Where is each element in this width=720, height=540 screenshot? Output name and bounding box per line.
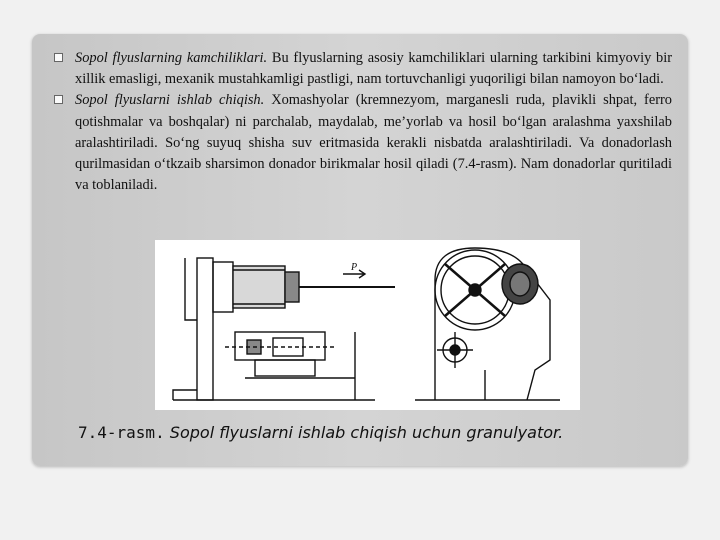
bullet-1-text: Bu flyuslarning asosiy kamchiliklari ularning tarkibini kimyoviy bir xillik emasligi, mexanik mustahkamligi pastligi, nam tortuvchanligi yuqoriligi bilan namoyon bo‘ladi. xyxy=(75,50,672,88)
press-chamber xyxy=(233,266,285,308)
bullet-item-2 xyxy=(46,90,672,196)
press-die xyxy=(213,262,233,312)
bullet-2-heading: Sopol flyuslarni ishlab chiqish. xyxy=(75,92,265,109)
bullet-1-heading: Sopol flyuslarning kamchiliklari. xyxy=(75,50,268,66)
figure-caption xyxy=(78,423,563,442)
drum-hub xyxy=(469,284,481,296)
bullet-2-text: Xomashyolar (kremnezyom, marganesli ruda, plavikli shpat, ferro qotishmalar va boshqalar) ni parchalab, maydalab, me’yorlab va hosil bo‘lgan aralashma yaxshilab aralashtiriladi. So‘ng suyuq shisha suv eritmasida kerakli nisbatda aralashtiriladi. Va donadorlash qurilmasidan o‘tkzaib sharsimon donador birikmalar hosil qiladi (7.4-rasm). Nam donadorlar quritiladi va toblaniladi. xyxy=(75,92,673,194)
press-column xyxy=(197,258,213,400)
bullet-item-1 xyxy=(46,48,672,90)
granulator-diagram xyxy=(155,240,580,410)
press-foot xyxy=(173,390,197,400)
caption-text: Sopol flyuslarni ishlab chiqish uchun granulyator. xyxy=(169,423,564,442)
press-unit xyxy=(173,258,395,400)
bullet-list xyxy=(46,48,672,196)
caption-number: 7.4-rasm. xyxy=(78,423,165,442)
granulator-drawing xyxy=(155,240,580,410)
force-label: P xyxy=(351,262,358,273)
press-bed xyxy=(255,360,315,376)
drum-unit xyxy=(415,248,560,400)
bullet-square-icon xyxy=(54,95,63,104)
press-left-bracket xyxy=(185,258,197,320)
press-plunger-head xyxy=(285,272,299,302)
bullet-square-icon xyxy=(54,53,63,62)
